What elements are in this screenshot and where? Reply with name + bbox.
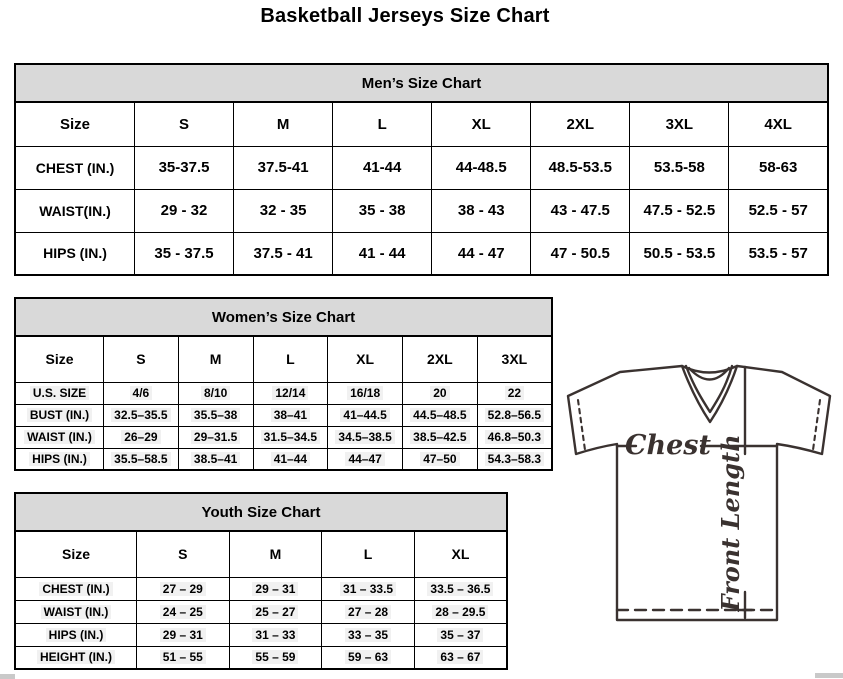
size-value-cell: 33 – 35 [322,623,415,646]
row-label: HIPS (IN.) [15,623,137,646]
col-header-size: Size [15,531,137,577]
right-cuff-dash-line [813,400,820,450]
size-value-cell: 32 - 35 [234,189,333,232]
col-header-2xl: 2XL [403,336,478,382]
col-header-l: L [322,531,415,577]
data-row [15,646,507,669]
size-value-cell: 47 - 50.5 [531,232,630,275]
col-header-m: M [229,531,322,577]
data-row [15,232,828,275]
left-cuff-dash-line [578,400,585,450]
size-value-cell: 38–41 [253,404,328,426]
scrollbar-artifact-left [0,674,15,679]
data-row [15,623,507,646]
size-value-cell: 41-44 [333,146,432,189]
size-value-cell: 54.3–58.3 [477,448,552,470]
size-value-cell: 28 – 29.5 [414,600,507,623]
size-value-cell: 47.5 - 52.5 [630,189,729,232]
row-label: WAIST (IN.) [15,426,104,448]
size-value-cell: 31.5–34.5 [253,426,328,448]
size-value-cell: 20 [403,382,478,404]
data-row [15,600,507,623]
row-label: CHEST (IN.) [15,577,137,600]
col-header-l: L [253,336,328,382]
col-header-xl: XL [328,336,403,382]
size-value-cell: 51 – 55 [137,646,230,669]
size-value-cell: 52.5 - 57 [729,189,828,232]
size-value-cell: 24 – 25 [137,600,230,623]
size-value-cell: 59 – 63 [322,646,415,669]
chest-label: Chest [625,430,711,461]
size-value-cell: 35.5–38 [178,404,253,426]
col-header-size: Size [15,102,135,146]
table-title: Men’s Size Chart [14,63,829,101]
size-value-cell: 44–47 [328,448,403,470]
size-value-cell: 48.5-53.5 [531,146,630,189]
size-value-cell: 35 – 37 [414,623,507,646]
mens-size-table [14,63,829,276]
size-value-cell: 27 – 28 [322,600,415,623]
size-value-cell: 47–50 [403,448,478,470]
col-header-4xl: 4XL [729,102,828,146]
row-label: CHEST (IN.) [15,146,135,189]
jersey-measurement-diagram [560,358,842,628]
size-value-cell: 44 - 47 [432,232,531,275]
size-value-cell: 37.5 - 41 [234,232,333,275]
size-value-cell: 32.5–35.5 [104,404,179,426]
size-value-cell: 41–44.5 [328,404,403,426]
table-title: Women’s Size Chart [14,297,553,335]
col-header-l: L [333,102,432,146]
row-label: HIPS (IN.) [15,232,135,275]
size-value-cell: 4/6 [104,382,179,404]
size-value-cell: 31 – 33.5 [322,577,415,600]
front-length-label: Front Length [716,434,745,612]
size-table [14,335,553,471]
size-table [14,101,829,276]
size-value-cell: 41–44 [253,448,328,470]
data-row [15,426,552,448]
row-label: HIPS (IN.) [15,448,104,470]
size-value-cell: 41 - 44 [333,232,432,275]
col-header-s: S [104,336,179,382]
col-header-3xl: 3XL [630,102,729,146]
size-value-cell: 8/10 [178,382,253,404]
col-header-xl: XL [432,102,531,146]
row-label: BUST (IN.) [15,404,104,426]
header-row [15,102,828,146]
col-header-m: M [178,336,253,382]
size-value-cell: 43 - 47.5 [531,189,630,232]
youth-size-table [14,492,508,670]
size-value-cell: 55 – 59 [229,646,322,669]
size-value-cell: 25 – 27 [229,600,322,623]
scrollbar-artifact-right [815,673,843,678]
size-value-cell: 29 – 31 [229,577,322,600]
size-value-cell: 44.5–48.5 [403,404,478,426]
size-value-cell: 29–31.5 [178,426,253,448]
size-value-cell: 63 – 67 [414,646,507,669]
row-label: WAIST(IN.) [15,189,135,232]
size-value-cell: 38.5–41 [178,448,253,470]
size-value-cell: 34.5–38.5 [328,426,403,448]
data-row [15,382,552,404]
size-value-cell: 29 - 32 [135,189,234,232]
header-row [15,531,507,577]
data-row [15,448,552,470]
row-label: HEIGHT (IN.) [15,646,137,669]
size-value-cell: 12/14 [253,382,328,404]
table-title: Youth Size Chart [14,492,508,530]
data-row [15,189,828,232]
size-value-cell: 27 – 29 [137,577,230,600]
size-value-cell: 16/18 [328,382,403,404]
col-header-3xl: 3XL [477,336,552,382]
size-value-cell: 35-37.5 [135,146,234,189]
row-label: U.S. SIZE [15,382,104,404]
data-row [15,404,552,426]
size-value-cell: 35 - 37.5 [135,232,234,275]
size-table [14,530,508,670]
size-value-cell: 26–29 [104,426,179,448]
size-value-cell: 29 – 31 [137,623,230,646]
womens-size-table [14,297,553,471]
col-header-2xl: 2XL [531,102,630,146]
col-header-size: Size [15,336,104,382]
col-header-xl: XL [414,531,507,577]
size-value-cell: 33.5 – 36.5 [414,577,507,600]
row-label: WAIST (IN.) [15,600,137,623]
data-row [15,577,507,600]
size-value-cell: 44-48.5 [432,146,531,189]
size-value-cell: 22 [477,382,552,404]
size-value-cell: 31 – 33 [229,623,322,646]
col-header-m: M [234,102,333,146]
size-value-cell: 35 - 38 [333,189,432,232]
size-value-cell: 53.5 - 57 [729,232,828,275]
size-value-cell: 37.5-41 [234,146,333,189]
size-value-cell: 50.5 - 53.5 [630,232,729,275]
size-value-cell: 52.8–56.5 [477,404,552,426]
size-value-cell: 35.5–58.5 [104,448,179,470]
data-row [15,146,828,189]
size-value-cell: 46.8–50.3 [477,426,552,448]
size-value-cell: 53.5-58 [630,146,729,189]
col-header-s: S [137,531,230,577]
col-header-s: S [135,102,234,146]
size-value-cell: 38 - 43 [432,189,531,232]
size-value-cell: 38.5–42.5 [403,426,478,448]
header-row [15,336,552,382]
size-value-cell: 58-63 [729,146,828,189]
page-title: Basketball Jerseys Size Chart [260,5,550,27]
